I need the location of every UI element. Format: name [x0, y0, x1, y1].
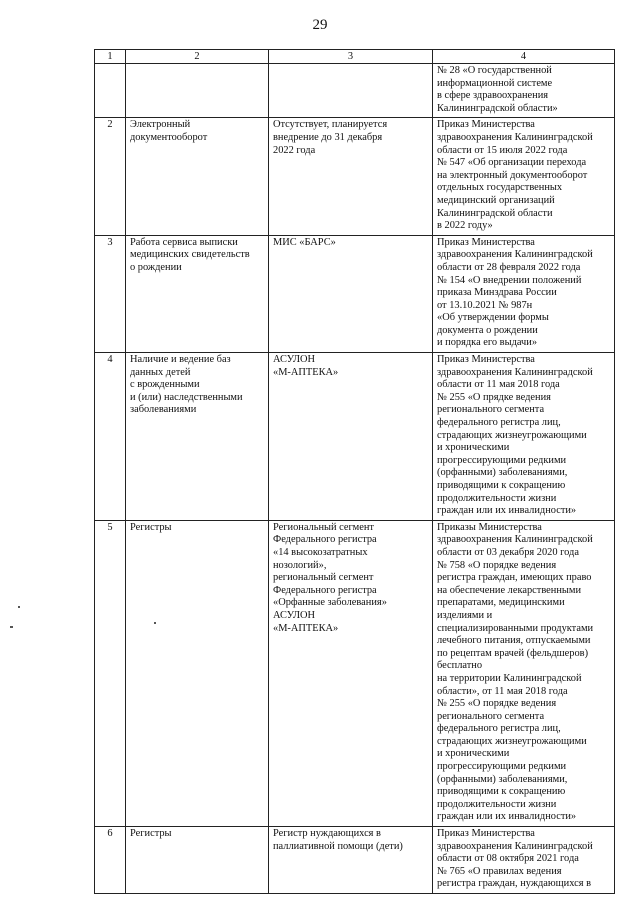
row-system-cell: Отсутствует, планируется внедрение до 31 декабря 2022 года — [269, 118, 433, 235]
row-name-cell: Наличие и ведение баз данных детей с врожденными и (или) наследственными заболеваниями — [126, 353, 269, 521]
header-cell-3: 3 — [269, 50, 433, 64]
scan-speck — [154, 622, 156, 624]
scan-speck — [18, 606, 20, 608]
row-number-cell: 2 — [95, 118, 126, 235]
row-number-cell: 5 — [95, 520, 126, 826]
row-name-cell: Электронный документооборот — [126, 118, 269, 235]
row-basis-cell: Приказ Министерства здравоохранения Калининградской области от 28 февраля 2022 года № 154 «О внедрении положений приказа Минздрава России от 13.10.2021 № 987н «Об утверждении формы документа о рождении и порядка его выдачи» — [433, 235, 615, 352]
row-system-cell: АСУЛОН «М-АПТЕКА» — [269, 353, 433, 521]
table-row — [95, 235, 615, 352]
systems-table — [94, 49, 615, 894]
row-basis-cell: Приказ Министерства здравоохранения Калининградской области от 15 июля 2022 года № 547 «Об организации перехода на электронный документооборот отдельных государственных медицинский организаций Калининградской области в 2022 году» — [433, 118, 615, 235]
row-number-cell — [95, 64, 126, 118]
table-row — [95, 118, 615, 235]
page-number: 29 — [312, 17, 328, 33]
row-system-cell: Регистр нуждающихся в паллиативной помощи (дети) — [269, 827, 433, 894]
scan-speck — [10, 626, 13, 628]
row-number-cell: 6 — [95, 827, 126, 894]
row-system-cell: Региональный сегмент Федерального регистра «14 высокозатратных нозологий», региональный сегмент Федерального регистра «Орфанные заболевания» АСУЛОН «М-АПТЕКА» — [269, 520, 433, 826]
row-basis-cell: Приказ Министерства здравоохранения Калининградской области от 11 мая 2018 года № 255 «О прядке ведения регионального сегмента федерального регистра лиц, страдающих жизнеугрожающими и хроническими прогрессирующими редкими (орфанными) заболеваниями, приводящими к сокращению продолжительности жизни граждан или их инвалидности» — [433, 353, 615, 521]
table-header-row — [95, 50, 615, 64]
row-name-cell — [126, 64, 269, 118]
row-name-cell: Работа сервиса выписки медицинских свидетельств о рождении — [126, 235, 269, 352]
table-row — [95, 64, 615, 118]
row-number-cell: 4 — [95, 353, 126, 521]
header-cell-1: 1 — [95, 50, 126, 64]
table-row — [95, 827, 615, 894]
row-system-cell: МИС «БАРС» — [269, 235, 433, 352]
table-row — [95, 520, 615, 826]
row-basis-cell: Приказ Министерства здравоохранения Калининградской области от 08 октября 2021 года № 765 «О правилах ведения регистра граждан, нуждающихся в — [433, 827, 615, 894]
row-basis-cell: № 28 «О государственной информационной системе в сфере здравоохранения Калининградской области» — [433, 64, 615, 118]
row-number-cell: 3 — [95, 235, 126, 352]
table-row — [95, 353, 615, 521]
header-cell-4: 4 — [433, 50, 615, 64]
row-system-cell — [269, 64, 433, 118]
row-name-cell: Регистры — [126, 520, 269, 826]
row-basis-cell: Приказы Министерства здравоохранения Калининградской области от 03 декабря 2020 года № 758 «О порядке ведения регистра граждан, имеющих право на обеспечение лекарственными препаратами, медицинскими изделиями и специализированными продуктами лечебного питания, отпускаемыми по рецептам врачей (фельдшеров) бесплатно на территории Калининградской области», от 11 мая 2018 года № 255 «О порядке ведения регионального сегмента федерального регистра лиц, страдающих жизнеугрожающими и хроническими прогрессирующими редкими (орфанными) заболеваниями, приводящими к сокращению продолжительности жизни граждан или их инвалидности» — [433, 520, 615, 826]
row-name-cell: Регистры — [126, 827, 269, 894]
header-cell-2: 2 — [126, 50, 269, 64]
